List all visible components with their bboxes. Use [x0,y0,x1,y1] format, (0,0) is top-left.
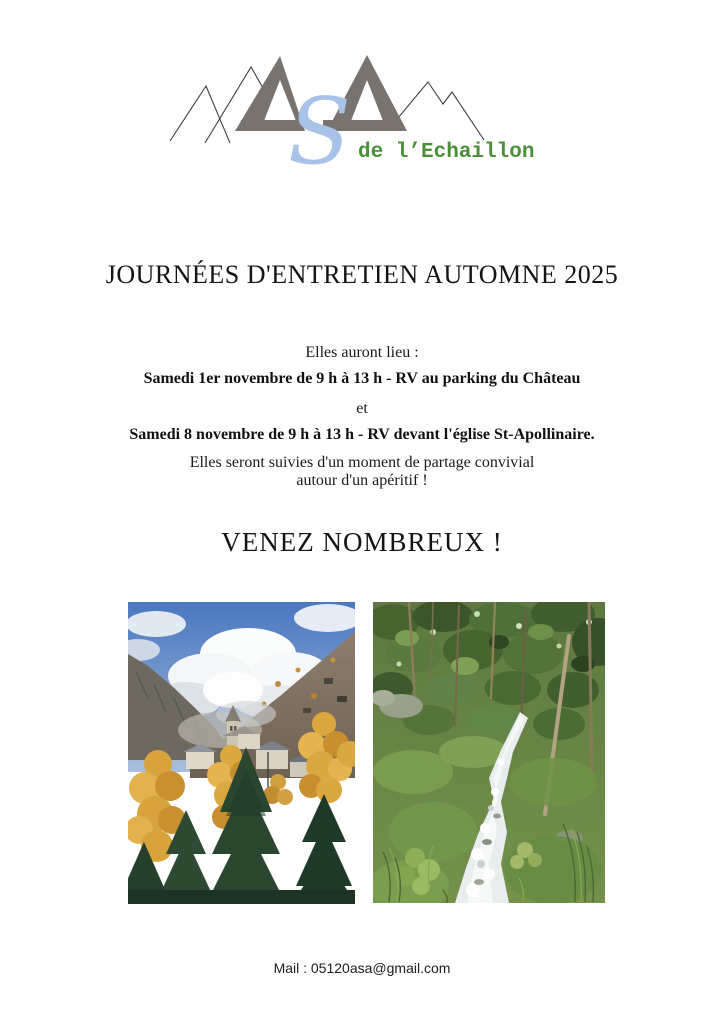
photo-autumn-village [128,602,355,909]
page-title: JOURNÉES D'ENTRETIEN AUTOMNE 2025 [105,260,619,289]
logo-letter-s: S [288,78,352,178]
mountain-outline-right-icon [388,82,484,140]
asa-logo [168,40,552,178]
closing-line-2: autour d'un apéritif ! [296,472,428,489]
date-line-2: Samedi 8 novembre de 9 h à 13 h - RV devant l'église St-Apollinaire. [129,426,595,443]
photo-forest-stream [373,602,605,908]
date-line-1: Samedi 1er novembre de 9 h à 13 h - RV au parking du Château [143,370,581,387]
footer-mail: Mail : 05120asa@gmail.com [273,960,451,976]
cloud-wisp [216,701,276,727]
closing-line-1: Elles seront suivies d'un moment de partage convivial [189,454,535,471]
call-to-action: VENEZ NOMBREUX ! [221,527,503,557]
intro-text: Elles auront lieu : [305,344,419,361]
asa-logo-graphic [168,40,552,178]
conjunction-text: et [356,400,368,417]
logo-subtitle: de l’Echaillon [358,141,535,164]
